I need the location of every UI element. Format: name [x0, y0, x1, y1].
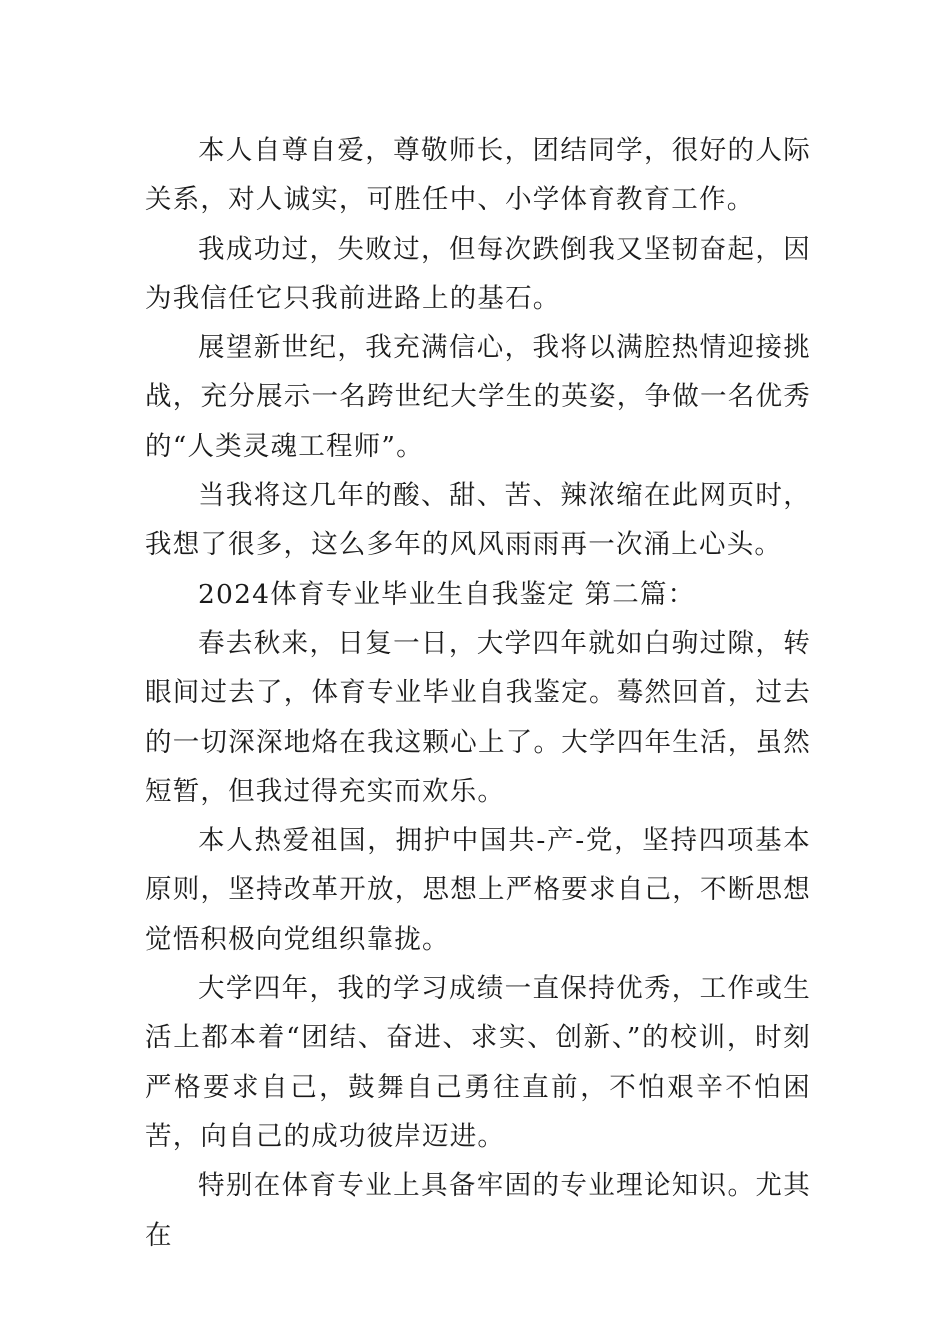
paragraph: 本人热爱祖国，拥护中国共-产-党，坚持四项基本原则，坚持改革开放，思想上严格要求自己，不断思想觉悟积极向党组织靠拢。	[145, 825, 811, 955]
document-body	[145, 126, 811, 1260]
paragraph: 本人自尊自爱，尊敬师长，团结同学，很好的人际关系，对人诚实，可胜任中、小学体育教育工作。	[145, 135, 811, 216]
paragraph: 特别在体育专业上具备牢固的专业理论知识。尤其在	[145, 1170, 811, 1251]
paragraph: 当我将这几年的酸、甜、苦、辣浓缩在此网页时，我想了很多，这么多年的风风雨雨再一次涌上心头。	[145, 480, 811, 561]
section-heading: 2024体育专业毕业生自我鉴定 第二篇：	[198, 578, 696, 610]
paragraph: 春去秋来，日复一日，大学四年就如白驹过隙，转眼间过去了，体育专业毕业自我鉴定。蓦然回首，过去的一切深深地烙在我这颗心上了。大学四年生活，虽然短暂，但我过得充实而欢乐。	[145, 627, 811, 807]
paragraph: 展望新世纪，我充满信心，我将以满腔热情迎接挑战，充分展示一名跨世纪大学生的英姿，争做一名优秀的“人类灵魂工程师”。	[145, 332, 811, 462]
paragraph: 大学四年，我的学习成绩一直保持优秀，工作或生活上都本着“团结、奋进、求实、创新、”的校训，时刻严格要求自己，鼓舞自己勇往直前，不怕艰辛不怕困苦，向自己的成功彼岸迈进。	[145, 973, 811, 1152]
paragraph: 我成功过，失败过，但每次跌倒我又坚韧奋起，因为我信任它只我前进路上的基石。	[145, 233, 811, 314]
